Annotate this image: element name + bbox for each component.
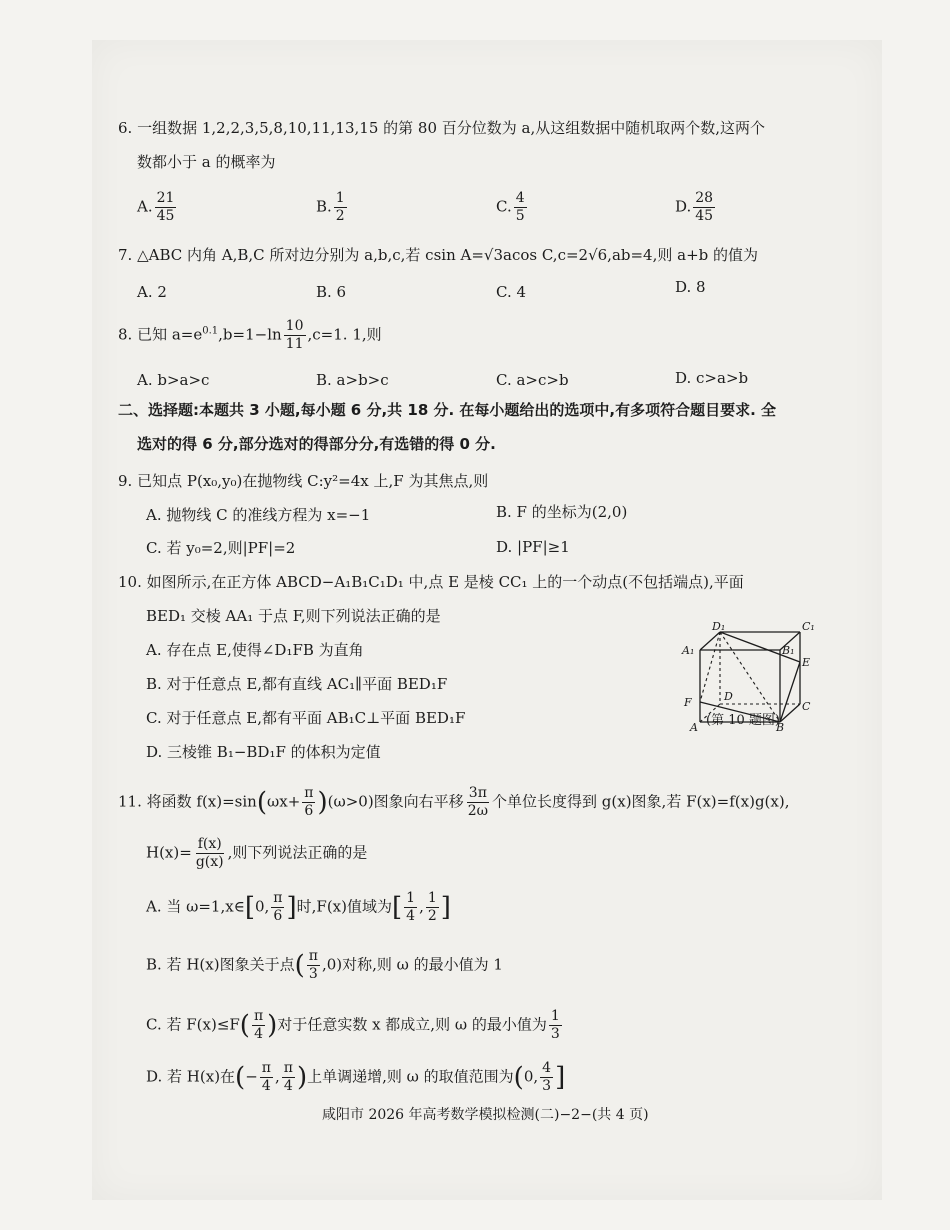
fig-label-a1: A₁ [682, 644, 695, 657]
page-footer: 咸阳市 2026 年高考数学模拟检测(二)−2−(共 4 页) [322, 1107, 649, 1123]
q10-option-c: C. 对于任意点 E,都有平面 AB₁C⊥平面 BED₁F [146, 709, 466, 727]
fig-label-c1: C₁ [802, 622, 815, 633]
q8-option-c: C. a>c>b [496, 371, 569, 389]
fig-label-d: D [724, 690, 733, 703]
fig-label-c: C [802, 700, 811, 713]
q7-option-b: B. 6 [316, 283, 347, 301]
section2-heading-line2: 选对的得 6 分,部分选对的得部分分,有选错的得 0 分. [137, 435, 496, 453]
fig-label-b: B [776, 721, 785, 732]
q6-stem-line2: 数都小于 a 的概率为 [137, 153, 276, 171]
q6-option-c: C. $\frac{4}{5}$ [496, 190, 525, 224]
q11-stem-line2: H(x)= $\frac{f(x)}{g(x)}$ ,则下列说法正确的是 [146, 836, 368, 870]
fig-label-b1: B₁ [782, 644, 795, 657]
q9-option-d: D. |PF|≥1 [496, 538, 570, 556]
q7-stem: 7. △ABC 内角 A,B,C 所对边分别为 a,b,c,若 csin A=√3acos C,c=2√6,ab=4,则 a+b 的值为 [118, 246, 759, 264]
q10-stem-line1: 10. 如图所示,在正方体 ABCD−A₁B₁C₁D₁ 中,点 E 是棱 CC₁ 上的一个动点(不包括端点),平面 [118, 573, 744, 591]
q11-option-a: A. 当 ω=1,x∈[0, $\frac{\pi}{6}$ ]时,F(x)值域为[ $\frac{1}{4}$ , $\frac{1}{2}$ ] [146, 890, 451, 924]
q10-stem-line2: BED₁ 交棱 AA₁ 于点 F,则下列说法正确的是 [146, 607, 441, 625]
section2-heading-line1: 二、选择题:本题共 3 小题,每小题 6 分,共 18 分. 在每小题给出的选项中,有多项符合题目要求. 全 [118, 401, 777, 419]
fig-label-a: A [690, 721, 698, 732]
fig-label-d1: D₁ [712, 622, 726, 633]
q8-option-b: B. a>b>c [316, 371, 389, 389]
q9-stem: 9. 已知点 P(x₀,y₀)在抛物线 C:y²=4x 上,F 为其焦点,则 [118, 472, 489, 490]
q6-option-a: A. $\frac{21}{45}$ [137, 190, 175, 224]
q6-stem-line1: 6. 一组数据 1,2,2,3,5,8,10,11,13,15 的第 80 百分位数为 a,从这组数据中随机取两个数,这两个 [118, 119, 766, 137]
fig-label-e: E [802, 656, 811, 669]
q10-option-d: D. 三棱锥 B₁−BD₁F 的体积为定值 [146, 743, 381, 761]
q9-option-a: A. 抛物线 C 的准线方程为 x=−1 [146, 506, 371, 524]
fig-label-f: F [684, 696, 692, 709]
q10-option-a: A. 存在点 E,使得∠D₁FB 为直角 [146, 641, 364, 659]
q11-option-d: D. 若 H(x)在(− $\frac{\pi}{4}$ , $\frac{\pi}{4}$ )上单调递增,则 ω 的取值范围为(0, $\frac{4}{3}$ ] [146, 1060, 566, 1094]
q7-option-c: C. 4 [496, 283, 527, 301]
q7-option-a: A. 2 [137, 283, 167, 301]
q8-stem: 8. 已知 $a=e^{0.1},b=1-\ln$ $\frac{10}{11}$ ,c=1. 1,则 [118, 318, 382, 352]
q8-option-a: A. b>a>c [137, 371, 210, 389]
q11-option-b: B. 若 H(x)图象关于点( $\frac{\pi}{3}$ ,0)对称,则 ω 的最小值为 1 [146, 948, 503, 982]
q8-option-d: D. c>a>b [675, 369, 749, 387]
figure-caption: (第 10 题图) [706, 713, 780, 728]
q7-option-d: D. 8 [675, 278, 706, 296]
q6-option-d: D. $\frac{28}{45}$ [675, 190, 714, 224]
q9-option-b: B. F 的坐标为(2,0) [496, 503, 628, 521]
q11-stem-line1: 11. 将函数 f(x)=sin(ωx+ $\frac{\pi}{6}$ )(ω>0)图象向右平移 $\frac{3\pi}{2\omega}$ 个单位长度得到 g(x)图象,若 F(x)=f(x)g(x), [118, 785, 790, 819]
q6-option-b: B. $\frac{1}{2}$ [316, 190, 345, 224]
q10-option-b: B. 对于任意点 E,都有直线 AC₁∥平面 BED₁F [146, 675, 448, 693]
q11-option-c: C. 若 F(x)≤F( $\frac{\pi}{4}$ )对于任意实数 x 都成立,则 ω 的最小值为 $\frac{1}{3}$ [146, 1008, 560, 1042]
q9-option-c: C. 若 y₀=2,则|PF|=2 [146, 539, 296, 557]
